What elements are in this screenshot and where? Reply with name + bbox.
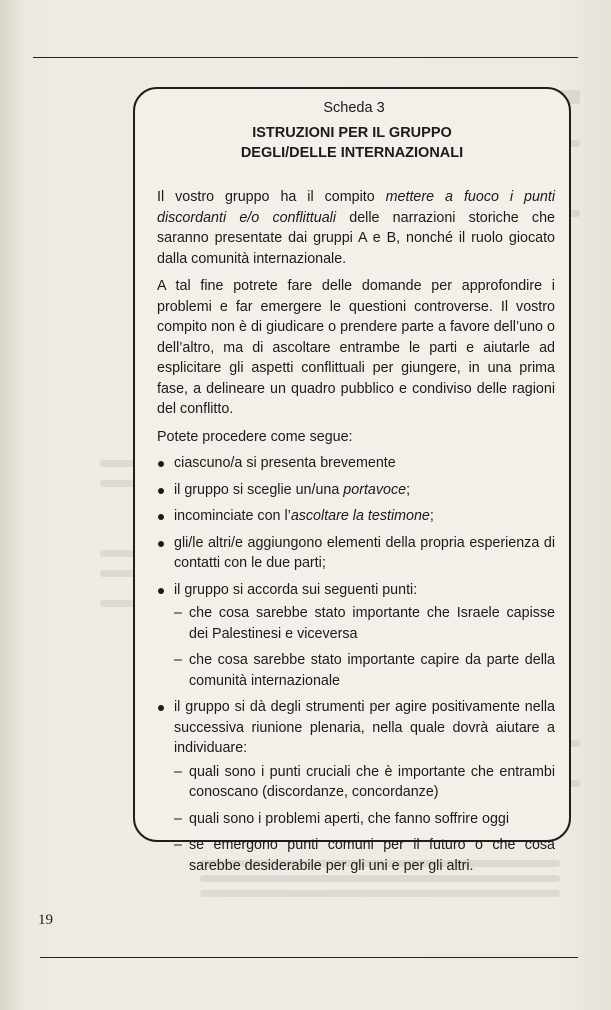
card-label: Scheda 3	[323, 100, 385, 116]
bullet-icon	[158, 461, 164, 467]
bullet-icon	[158, 488, 164, 494]
sub-list-item: – quali sono i problemi aperti, che fanno soffrire oggi	[157, 809, 555, 830]
bullet-icon	[158, 588, 164, 594]
sub-list-item: – quali sono i punti cruciali che è importante che entrambi conoscano (discordanze, concordanze)	[174, 763, 555, 800]
procedure-intro: Potete procedere come segue:	[157, 428, 353, 445]
card-title-line-1: ISTRUZIONI PER IL GRUPPO	[252, 125, 452, 141]
list-item: incominciate con l’ascoltare la testimone;	[157, 506, 555, 527]
dash-marker: –	[174, 810, 182, 827]
card-title-line-2: DEGLI/DELLE INTERNAZIONALI	[240, 144, 464, 161]
sub-list-item: – se emergono punti comuni per il futuro o che cosa sarebbe desiderabile per gli uni e per gli altri.	[174, 837, 555, 874]
list-item: il gruppo si accorda sui seguenti punti:	[157, 580, 555, 601]
dash-marker: –	[174, 652, 182, 668]
procedure-list	[157, 453, 555, 876]
bullet-icon	[158, 705, 164, 711]
page-number: 19	[38, 912, 53, 928]
card-body	[157, 187, 555, 882]
bullet-icon	[158, 514, 164, 520]
list-item: il gruppo si dà degli strumenti per agire positivamente nella successiva riunione plenaria, nella quale dovrà aiutare a individuare:	[157, 697, 555, 759]
sub-list-item: – che cosa sarebbe stato importante capire da parte della comunità internazionale	[174, 652, 555, 689]
intro-paragraph: Il vostro gruppo ha il compito mettere a fuoco i punti discordanti e/o conflittuali delle narrazioni storiche che saranno presentate dai gruppi A e B, nonché il ruolo giocato dalla comunità internazionale.	[157, 189, 555, 267]
list-item: il gruppo si sceglie un/una portavoce;	[157, 480, 555, 501]
list-item: ciascuno/a si presenta brevemente	[157, 453, 555, 474]
sub-list-item: – che cosa sarebbe stato importante che Israele capisse dei Palestinesi e viceversa	[174, 605, 555, 642]
bullet-icon	[158, 541, 164, 547]
list-item: gli/le altri/e aggiungono elementi della propria esperienza di contatti con le due parti;	[157, 533, 555, 574]
emphasis-text: mettere a fuoco i punti discordanti e/o conflittuali	[157, 189, 555, 226]
purpose-paragraph: A tal fine potrete fare delle domande per approfondire i problemi e far emergere le questioni controverse. Il vostro compito non è di giudicare o prendere parte a favore dell’uno o dell’altro, ma di ascoltare entrambe le parti e aiutarle ad esplicitare gli aspetti conflittuali per giungere, in una prima fase, a delineare un quadro pubblico e condiviso delle ragioni del conflitto.	[157, 278, 555, 417]
footer-rule	[40, 957, 578, 958]
dash-marker: –	[174, 605, 182, 621]
card-title	[133, 124, 571, 163]
header-rule	[33, 57, 578, 58]
dash-marker: –	[174, 837, 182, 853]
dash-marker: –	[174, 763, 182, 780]
